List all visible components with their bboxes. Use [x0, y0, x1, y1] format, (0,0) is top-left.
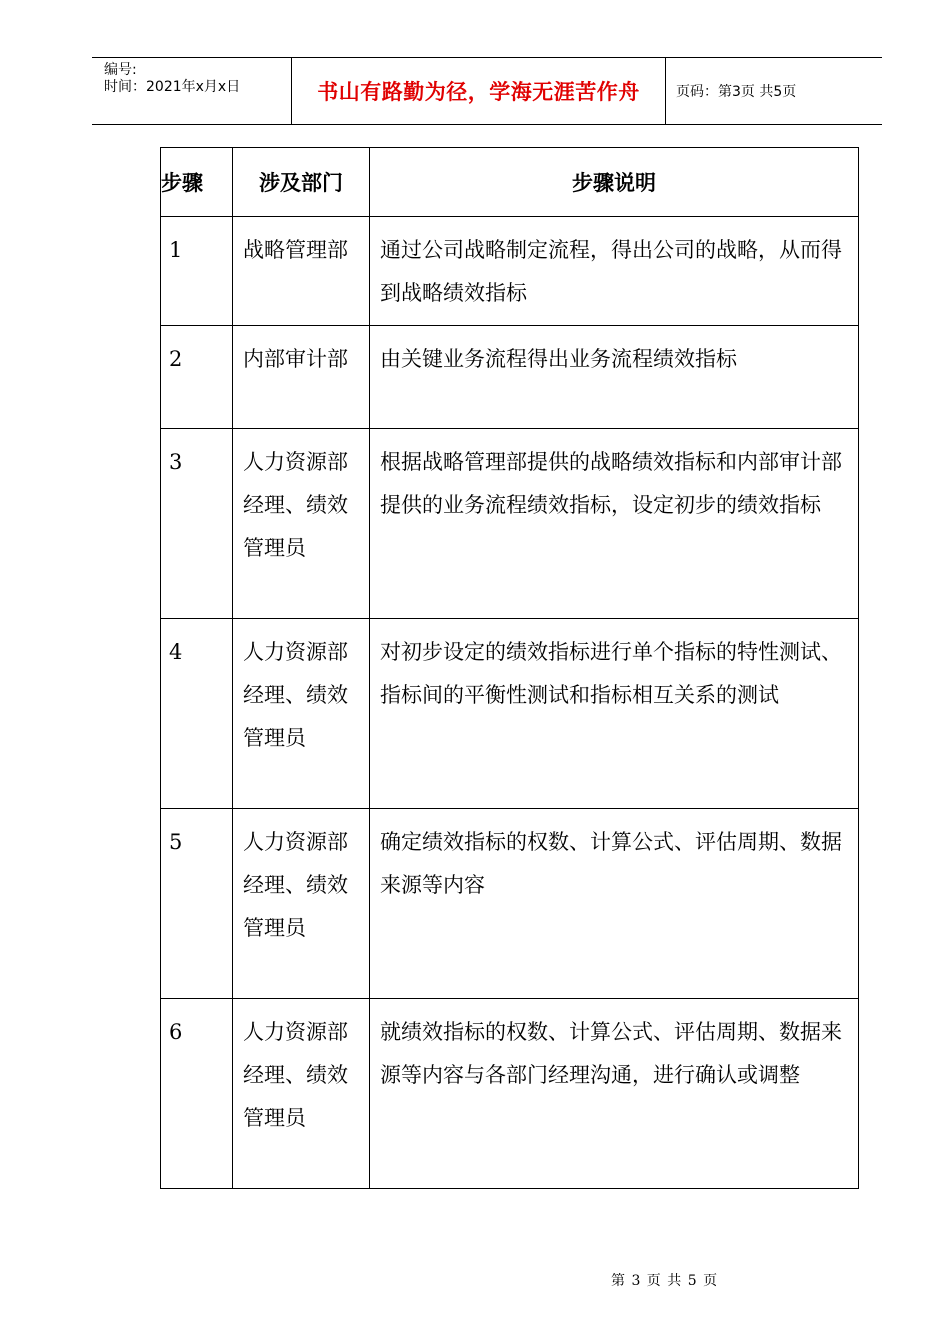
table-header-row	[161, 148, 859, 217]
header-motto-cell	[292, 58, 666, 124]
department-text: 人力资源部经理、绩效管理员	[243, 1020, 348, 1130]
description-text: 确定绩效指标的权数、计算公式、评估周期、数据来源等内容	[380, 830, 842, 897]
column-header-department: 涉及部门	[233, 148, 370, 217]
document-time-label: 时间：2021年x月x日	[104, 79, 241, 95]
step-number: 5	[169, 830, 183, 854]
table-row	[161, 217, 859, 326]
step-number: 2	[169, 347, 183, 371]
document-number-label: 编号:	[104, 62, 137, 78]
table-row	[161, 999, 859, 1189]
description-text: 由关键业务流程得出业务流程绩效指标	[380, 347, 737, 371]
description-cell	[370, 619, 859, 809]
department-cell	[233, 809, 370, 999]
footer-page-number: 第 3 页 共 5 页	[611, 1273, 719, 1289]
header-page-info: 页码：第3页 共5页	[676, 84, 797, 100]
department-cell	[233, 326, 370, 429]
department-text: 内部审计部	[243, 347, 348, 371]
step-number: 4	[169, 640, 183, 664]
description-cell	[370, 217, 859, 326]
header-meta	[92, 58, 292, 124]
description-text: 就绩效指标的权数、计算公式、评估周期、数据来源等内容与各部门经理沟通，进行确认或调整	[380, 1020, 842, 1087]
description-text: 根据战略管理部提供的战略绩效指标和内部审计部提供的业务流程绩效指标，设定初步的绩效指标	[380, 450, 842, 517]
department-cell	[233, 619, 370, 809]
description-cell	[370, 429, 859, 619]
step-number-cell	[161, 429, 233, 619]
step-number-cell	[161, 326, 233, 429]
department-cell	[233, 217, 370, 326]
column-header-description: 步骤说明	[370, 148, 859, 217]
page-header	[92, 57, 882, 125]
step-number: 6	[169, 1020, 183, 1044]
department-cell	[233, 429, 370, 619]
description-cell	[370, 809, 859, 999]
table-row	[161, 809, 859, 999]
step-number: 3	[169, 450, 183, 474]
step-number-cell	[161, 217, 233, 326]
step-number-cell	[161, 999, 233, 1189]
step-number-cell	[161, 809, 233, 999]
description-text: 通过公司战略制定流程，得出公司的战略，从而得到战略绩效指标	[380, 238, 842, 305]
step-number: 1	[169, 238, 183, 262]
department-text: 人力资源部经理、绩效管理员	[243, 450, 348, 560]
steps-table	[160, 147, 859, 1189]
department-text: 战略管理部	[243, 238, 348, 262]
description-cell	[370, 326, 859, 429]
step-number-cell	[161, 619, 233, 809]
department-text: 人力资源部经理、绩效管理员	[243, 640, 348, 750]
description-text: 对初步设定的绩效指标进行单个指标的特性测试、指标间的平衡性测试和指标相互关系的测试	[380, 640, 842, 707]
department-text: 人力资源部经理、绩效管理员	[243, 830, 348, 940]
header-motto: 书山有路勤为径，学海无涯苦作舟	[317, 79, 640, 104]
table-row	[161, 619, 859, 809]
description-cell	[370, 999, 859, 1189]
table-row	[161, 429, 859, 619]
column-header-step: 步骤	[161, 148, 233, 217]
table-row	[161, 326, 859, 429]
department-cell	[233, 999, 370, 1189]
